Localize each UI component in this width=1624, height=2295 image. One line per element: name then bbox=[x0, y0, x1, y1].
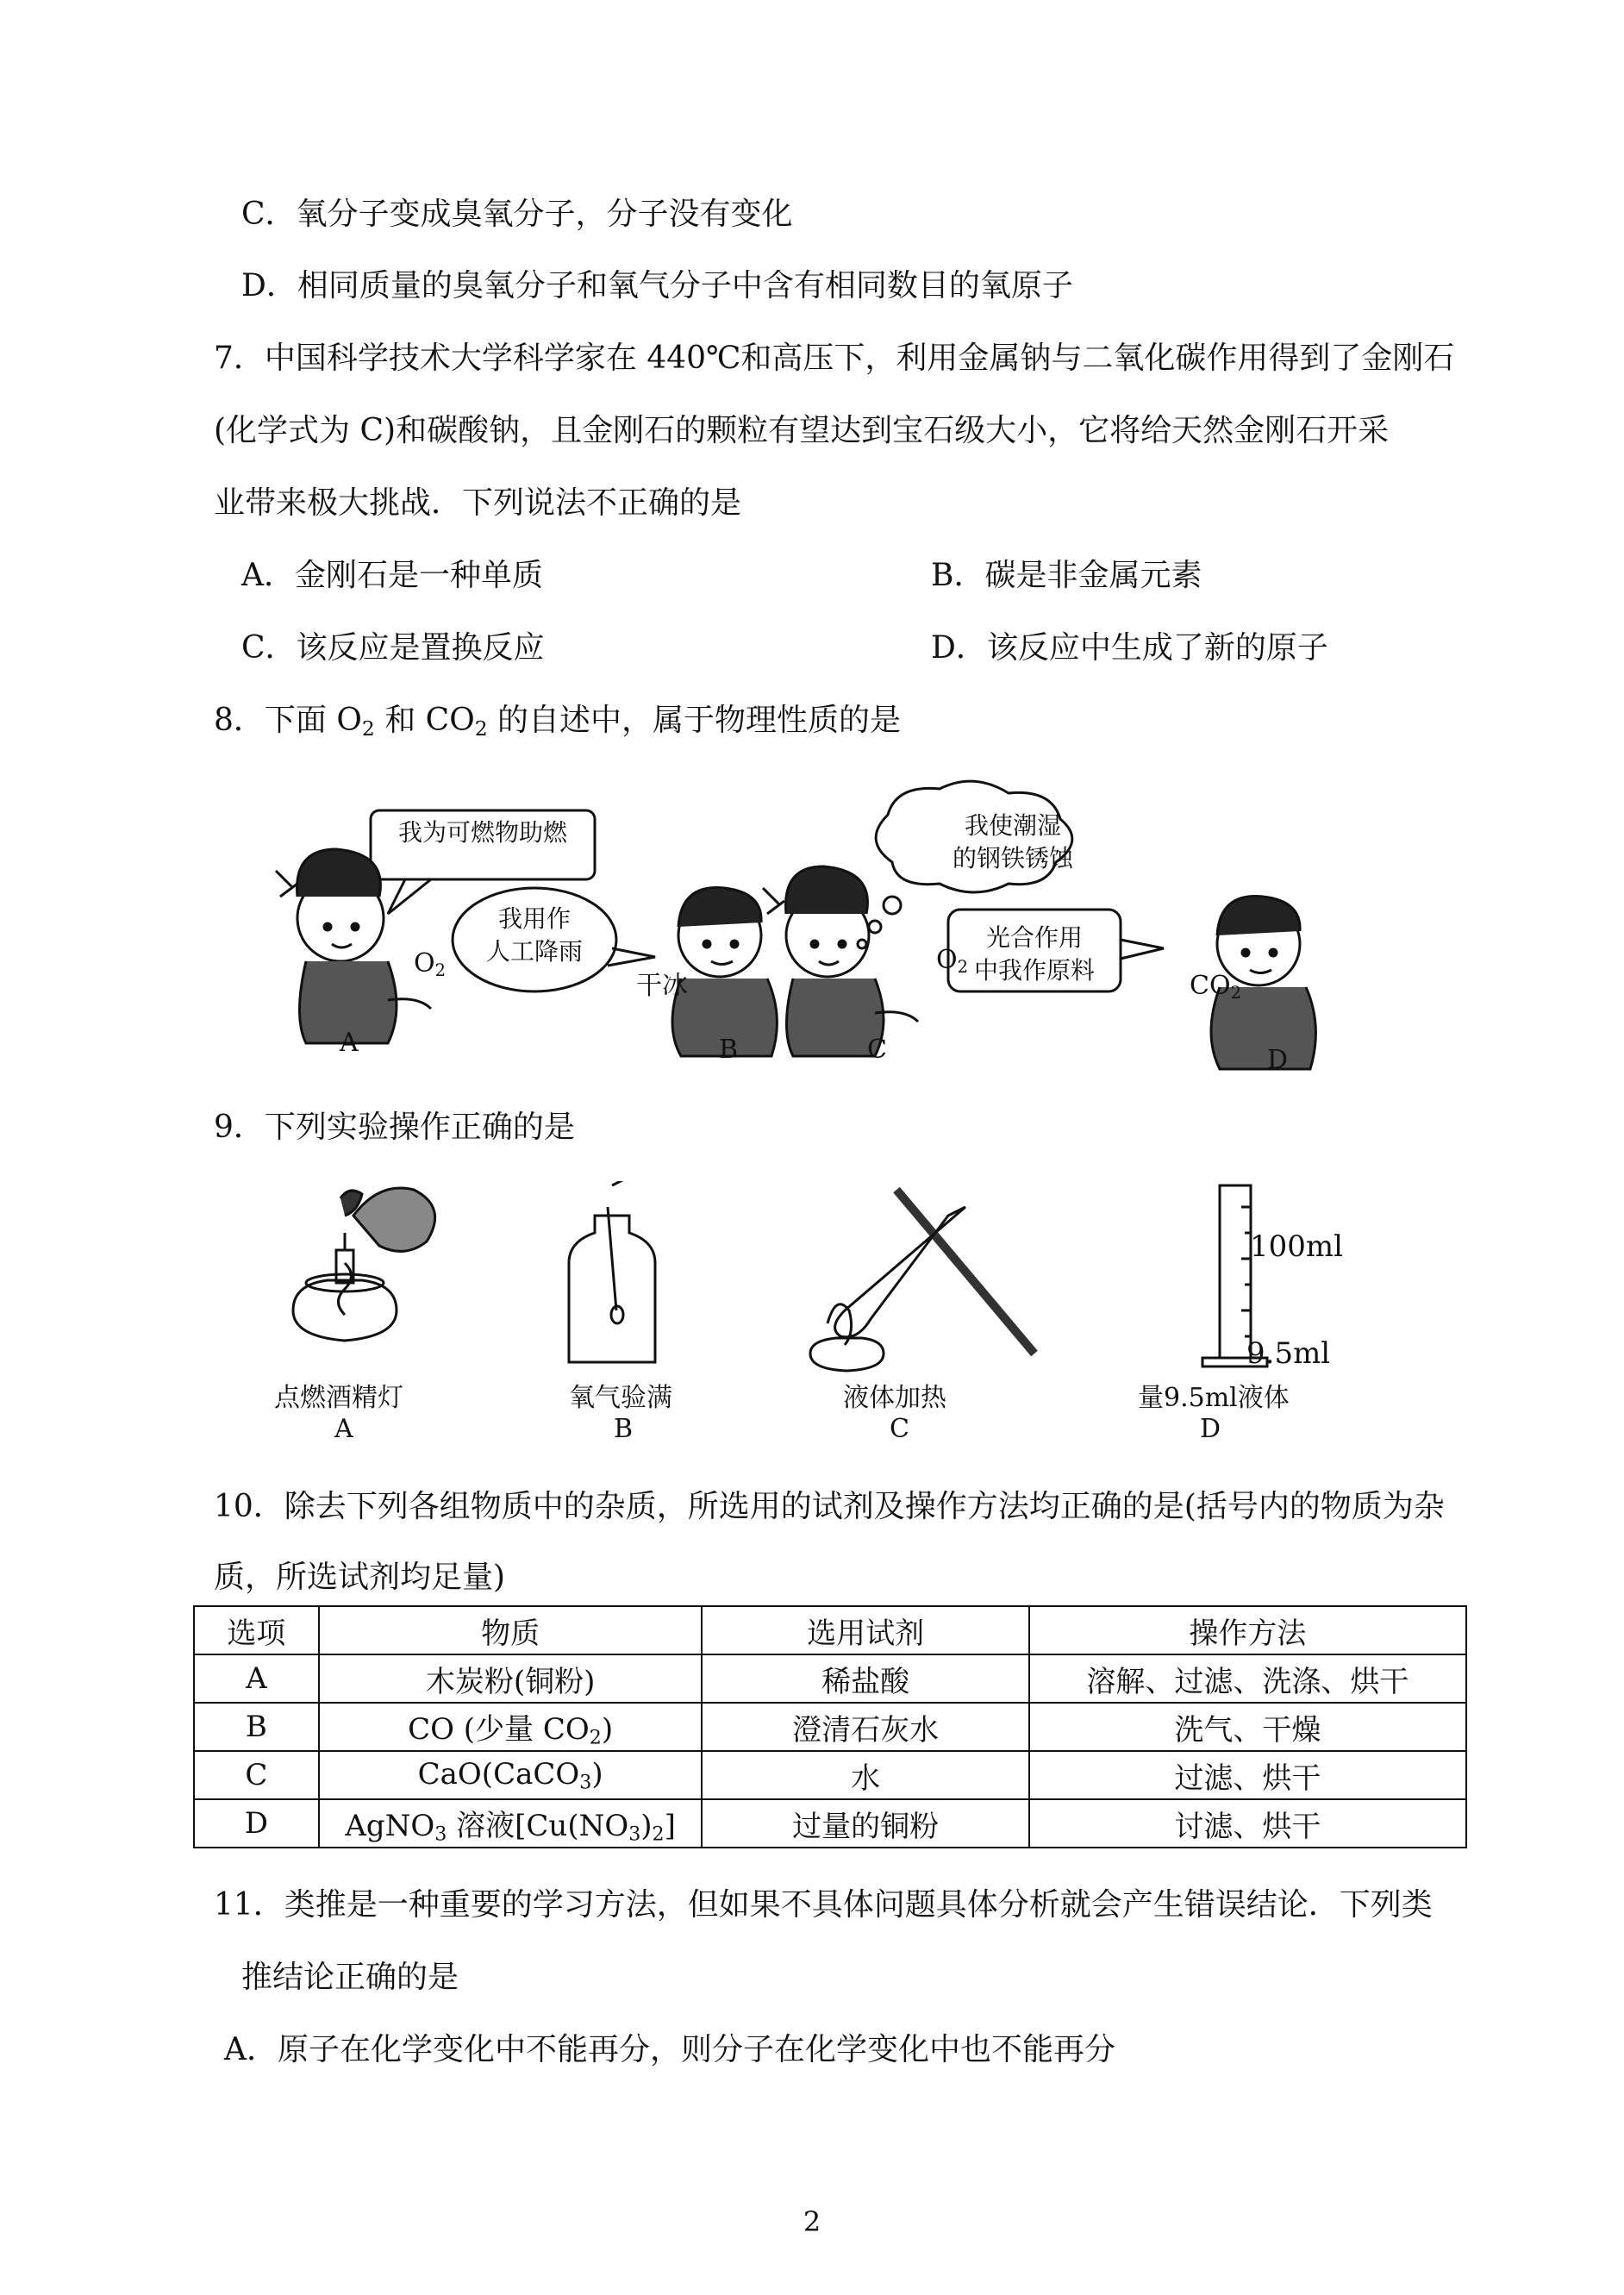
q10-stem-line1: 10．除去下列各组物质中的杂质，所选用的试剂及操作方法均正确的是(括号内的物质为杂 bbox=[214, 1489, 1445, 1524]
row-d-option: D bbox=[194, 1799, 319, 1848]
q8-stem: 8．下面 $O_2$ 和 $CO_2$ 的自述中，属于物理性质的是 bbox=[214, 703, 902, 741]
q7-option-b: B．碳是非金属元素 bbox=[931, 558, 1202, 593]
q6-option-d: D．相同质量的臭氧分子和氧气分子中含有相同数目的氧原子 bbox=[241, 268, 1073, 303]
q7-option-c: C．该反应是置换反应 bbox=[241, 630, 545, 666]
figure-c-bubble-line2: 的钢铁锈蚀 bbox=[952, 844, 1073, 872]
figure-b-bubble-line2: 人工降雨 bbox=[485, 937, 583, 966]
lab-b-letter: B bbox=[614, 1414, 634, 1444]
header-reagent: 选用试剂 bbox=[702, 1606, 1028, 1654]
row-b-reagent: 澄清石灰水 bbox=[702, 1703, 1028, 1751]
row-b-substance: CO (少量 $CO_2$) bbox=[319, 1703, 703, 1751]
cylinder-top-mark: 100ml bbox=[1250, 1229, 1344, 1264]
row-c-option: C bbox=[194, 1751, 319, 1799]
figure-b-bubble-line1: 我用作 bbox=[497, 904, 571, 933]
lab-a-caption: 点燃酒精灯 bbox=[274, 1383, 403, 1413]
row-b-option: B bbox=[194, 1703, 319, 1751]
q7-stem-line1: 7．中国科学技术大学科学家在 440℃和高压下，利用金属钠与二氧化碳作用得到了金刚石 bbox=[214, 341, 1455, 376]
lab-a-alcohol-lamp bbox=[293, 1188, 435, 1341]
figure-d-bubble-line2: 中我作原料 bbox=[973, 956, 1095, 985]
q8-figure bbox=[259, 767, 1362, 1086]
row-d-method: 讨滤、烘干 bbox=[1029, 1799, 1466, 1848]
figure-a-bubble-text: 我为可燃物助燃 bbox=[397, 818, 567, 847]
q10-stem-line2: 质，所选试剂均足量) bbox=[214, 1560, 506, 1595]
q7-stem-line2: (化学式为 C)和碳酸钠，且金刚石的颗粒有望达到宝石级大小，它将给天然金刚石开采 bbox=[214, 413, 1390, 448]
row-a-option: A bbox=[194, 1654, 319, 1703]
lab-d-caption: 量9.5ml液体 bbox=[1138, 1383, 1290, 1413]
q7-option-d: D．该反应中生成了新的原子 bbox=[931, 630, 1328, 666]
figure-d-caption: D bbox=[1267, 1045, 1289, 1075]
header-option: 选项 bbox=[194, 1606, 319, 1654]
table-row bbox=[194, 1751, 1466, 1799]
q11-stem-line1: 11．类推是一种重要的学习方法，但如果不具体问题具体分析就会产生错误结论．下列类 bbox=[214, 1887, 1433, 1923]
row-c-reagent: 水 bbox=[702, 1751, 1028, 1799]
figure-b-caption: B bbox=[719, 1035, 739, 1065]
table-row bbox=[194, 1654, 1466, 1703]
row-b-method: 洗气、干燥 bbox=[1029, 1703, 1466, 1751]
q7-stem-line3: 业带来极大挑战．下列说法不正确的是 bbox=[214, 485, 742, 521]
q11-stem-line2: 推结论正确的是 bbox=[241, 1960, 459, 1995]
lab-c-letter: C bbox=[890, 1414, 909, 1444]
lab-c-caption: 液体加热 bbox=[843, 1383, 946, 1413]
row-c-method: 过滤、烘干 bbox=[1029, 1751, 1466, 1799]
row-c-substance: CaO(CaCO$_3$) bbox=[319, 1751, 703, 1799]
cylinder-bottom-mark: 9.5ml bbox=[1246, 1336, 1331, 1371]
figure-a-caption: A bbox=[340, 1028, 359, 1058]
lab-b-gas-bottle bbox=[569, 1181, 655, 1362]
figure-c-caption: C bbox=[867, 1035, 887, 1065]
q10-options-table bbox=[193, 1605, 1467, 1848]
lab-c-test-tube-heating bbox=[810, 1190, 1034, 1371]
page-number: 2 bbox=[803, 2205, 821, 2238]
q7-option-a: A．金刚石是一种单质 bbox=[241, 558, 543, 593]
lab-d-letter: D bbox=[1200, 1414, 1221, 1444]
row-d-reagent: 过量的铜粉 bbox=[702, 1799, 1028, 1848]
q9-figure bbox=[276, 1181, 1362, 1379]
figure-d-label: $CO_2$ bbox=[1190, 971, 1241, 1003]
header-substance: 物质 bbox=[319, 1606, 703, 1654]
figure-b-label: 干冰 bbox=[636, 971, 688, 1001]
row-a-reagent: 稀盐酸 bbox=[702, 1654, 1028, 1703]
figure-c-bubble-line1: 我使潮湿 bbox=[964, 811, 1061, 840]
table-row bbox=[194, 1703, 1466, 1751]
figure-a-label: $O_2$ bbox=[414, 948, 447, 980]
row-a-method: 溶解、过滤、洗涤、烘干 bbox=[1029, 1654, 1466, 1703]
figure-d-bubble-line1: 光合作用 bbox=[985, 923, 1083, 952]
lab-a-letter: A bbox=[334, 1414, 353, 1444]
header-method: 操作方法 bbox=[1029, 1606, 1466, 1654]
lab-b-caption: 氧气验满 bbox=[569, 1383, 672, 1413]
figure-c-label: $O_2$ bbox=[936, 945, 969, 977]
q11-option-a: A．原子在化学变化中不能再分，则分子在化学变化中也不能再分 bbox=[224, 2032, 1115, 2067]
row-a-substance: 木炭粉(铜粉) bbox=[319, 1654, 703, 1703]
table-row bbox=[194, 1799, 1466, 1848]
row-d-substance: AgNO$_3$ 溶液$[Cu(NO_3)_2]$ bbox=[319, 1799, 703, 1848]
q9-stem: 9．下列实验操作正确的是 bbox=[214, 1110, 575, 1145]
q6-option-c: C．氧分子变成臭氧分子，分子没有变化 bbox=[241, 197, 793, 232]
table-header-row bbox=[194, 1606, 1466, 1654]
